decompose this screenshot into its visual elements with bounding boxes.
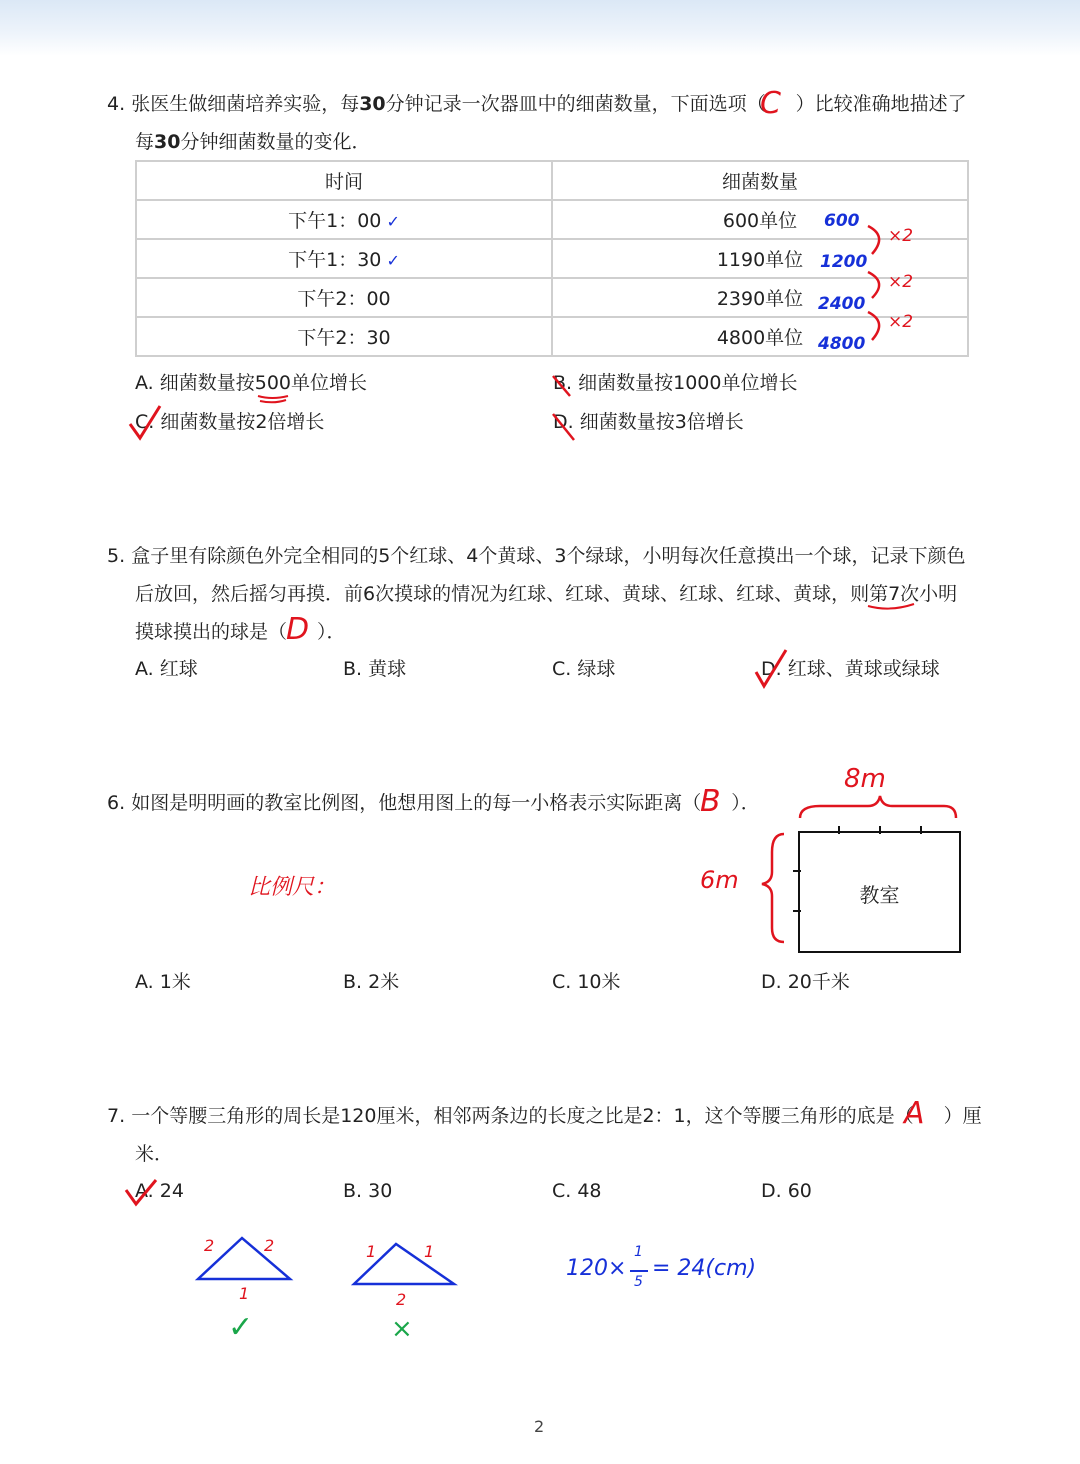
tri2-base-label: 2 <box>396 1290 407 1309</box>
header-band <box>0 0 1080 56</box>
q7-frac-den: 5 <box>634 1274 643 1290</box>
q6-height-brace <box>762 834 784 942</box>
classroom-label: 教室 <box>859 883 900 907</box>
table-cell-count: 2390单位 <box>552 278 968 317</box>
q5-option-a[interactable]: A. 红球 <box>135 658 198 680</box>
table-cell-time: 下午1：00 ✓ <box>136 200 552 239</box>
table-cell-time: 下午2：00 <box>136 278 552 317</box>
table-header-row <box>136 161 968 200</box>
q7-option-b[interactable]: B. 30 <box>343 1180 393 1202</box>
tri2-right-label: 1 <box>424 1242 435 1261</box>
q4-note-row4: 4800 <box>818 334 866 354</box>
q7-calc-right: = 24(cm) <box>652 1256 757 1281</box>
q6-option-a[interactable]: A. 1米 <box>135 971 191 993</box>
q5-answer-handwriting: D <box>286 612 310 647</box>
q7-line1: 7. 一个等腰三角形的周长是120厘米，相邻两条边的长度之比是2：1，这个等腰三角形的底是（ ）厘 <box>107 1105 982 1127</box>
q7-option-d[interactable]: D. 60 <box>761 1180 812 1202</box>
q4-option-c[interactable]: C. 细菌数量按2倍增长 <box>135 411 325 433</box>
q7-frac-num: 1 <box>634 1244 643 1260</box>
table-cell-time: 下午1：30 ✓ <box>136 239 552 278</box>
q6-option-d[interactable]: D. 20千米 <box>761 971 850 993</box>
q4-multiplier-note-2: ×2 <box>888 272 914 292</box>
q6-scale-note: 比例尺： <box>248 875 337 900</box>
q4-multiplier-note-1: ×2 <box>888 226 914 246</box>
table-cell-time: 下午2：30 <box>136 317 552 356</box>
q6-width-brace <box>800 796 956 818</box>
table-cell-count: 600单位 <box>552 200 968 239</box>
tri1-check-icon: ✓ <box>228 1310 254 1345</box>
classroom-diagram <box>798 831 961 953</box>
q5-line2: 后放回，然后摇匀再摸．前6次摸球的情况为红球、红球、黄球、红球、红球、黄球，则第7次小明 <box>135 583 958 605</box>
q7-option-c[interactable]: C. 48 <box>552 1180 602 1202</box>
tri1-base-label: 1 <box>239 1284 250 1303</box>
q5-line3: 摸球摸出的球是（ ）． <box>135 621 346 643</box>
q4-note-row1: 600 <box>824 211 860 231</box>
q4-note-row3: 2400 <box>818 294 866 314</box>
tri1-right-label: 2 <box>264 1236 275 1255</box>
q6-answer-handwriting: B <box>700 784 721 819</box>
q6-width-note: 8m <box>844 764 886 794</box>
table-cell-count: 1190单位 <box>552 239 968 278</box>
q7-answer-handwriting: A <box>904 1096 925 1131</box>
tri1-left-label: 2 <box>204 1236 215 1255</box>
q4-option-a[interactable]: A. 细菌数量按500单位增长 <box>135 372 368 394</box>
table-header-count: 细菌数量 <box>552 161 968 200</box>
q7-calc-left: 120× <box>566 1256 627 1281</box>
q7-option-a[interactable]: A. 24 <box>135 1180 184 1202</box>
q7-line2: 米． <box>135 1143 174 1165</box>
page-number: 2 <box>534 1417 545 1436</box>
table-header-time: 时间 <box>136 161 552 200</box>
q5-option-b[interactable]: B. 黄球 <box>343 658 407 680</box>
q6-line1: 6. 如图是明明画的教室比例图，他想用图上的每一小格表示实际距离（ ）． <box>107 792 760 814</box>
q4-option-d[interactable]: D. 细菌数量按3倍增长 <box>553 411 744 433</box>
q4-note-row2: 1200 <box>820 252 868 272</box>
q4-line1: 4. 张医生做细菌培养实验，每30分钟记录一次器皿中的细菌数量，下面选项（ ）比较准确地描述了 <box>107 93 967 115</box>
q5-option-c[interactable]: C. 绿球 <box>552 658 616 680</box>
q6-height-note: 6m <box>700 866 739 894</box>
q6-option-b[interactable]: B. 2米 <box>343 971 400 993</box>
q4-option-b[interactable]: B. 细菌数量按1000单位增长 <box>553 372 798 394</box>
table-cell-count: 4800单位 <box>552 317 968 356</box>
q4-multiplier-note-3: ×2 <box>888 312 914 332</box>
q5-line1: 5. 盒子里有除颜色外完全相同的5个红球、4个黄球、3个绿球，小明每次任意摸出一个球，记录下颜色 <box>107 545 966 567</box>
q4-answer-handwriting: C <box>760 86 781 121</box>
q4-line2: 每30分钟细菌数量的变化． <box>135 131 371 153</box>
q6-option-c[interactable]: C. 10米 <box>552 971 621 993</box>
tri2-cross-icon: × <box>391 1314 413 1344</box>
q5-option-d[interactable]: D. 红球、黄球或绿球 <box>761 658 940 680</box>
tri2-left-label: 1 <box>366 1242 377 1261</box>
q4-underline-500 <box>258 396 288 402</box>
